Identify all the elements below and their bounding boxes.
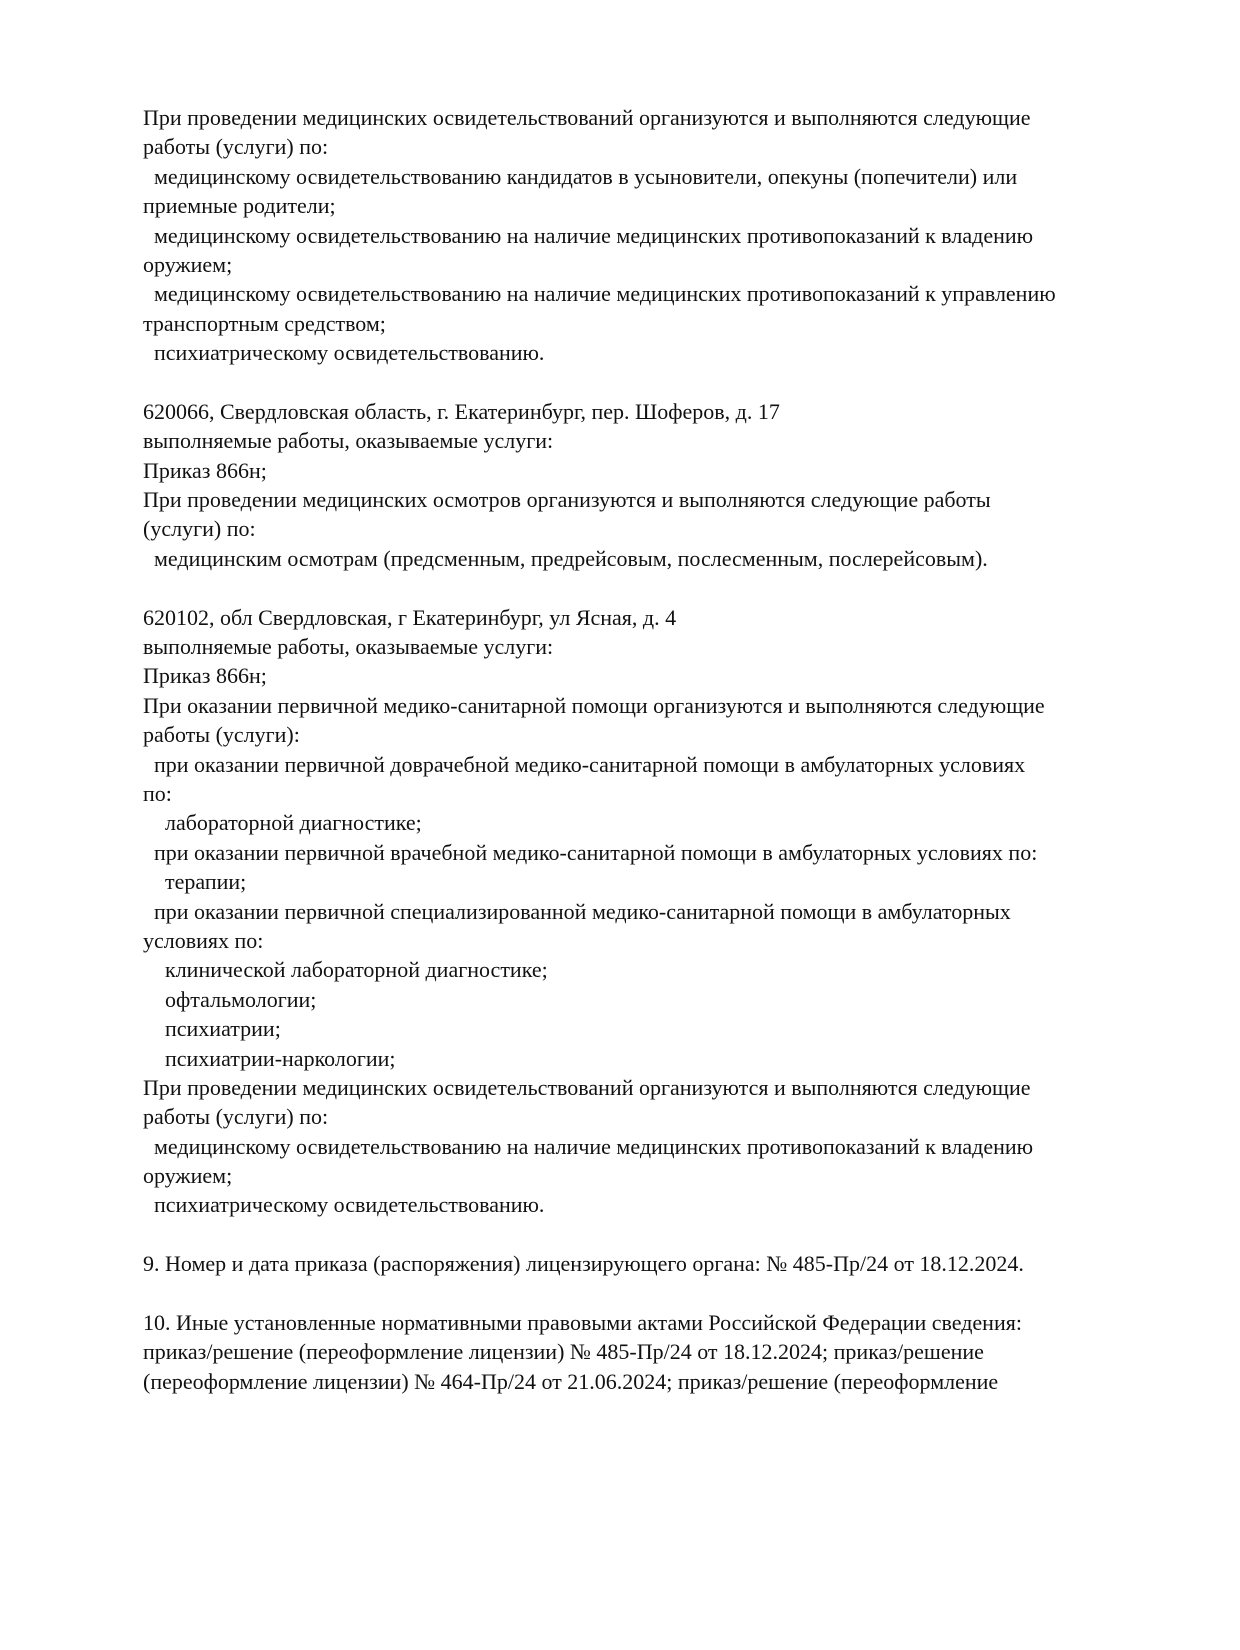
- text-line: при оказании первичной специализированной медико-санитарной помощи в амбулаторных: [143, 898, 1011, 924]
- text-line: приказ/решение (переоформление лицензии) № 485-Пр/24 от 18.12.2024; приказ/решение: [143, 1339, 984, 1365]
- section-address-shoferov: [143, 397, 1153, 573]
- text-line: При проведении медицинских освидетельствований организуются и выполняются следующие: [143, 105, 1031, 130]
- section-address-yasnaya: [143, 603, 1153, 1220]
- paragraph-gap: [143, 368, 1153, 397]
- text-line: 9. Номер и дата приказа (распоряжения) лицензирующего органа: № 485-Пр/24 от 18.12.2024.: [143, 1251, 1024, 1277]
- section-medical-examinations: [143, 103, 1153, 368]
- text-line: клинической лабораторной диагностике;: [143, 957, 548, 983]
- text-line: психиатрическому освидетельствованию.: [143, 1192, 545, 1218]
- paragraph-gap: [143, 1220, 1153, 1249]
- text-line: офтальмологии;: [143, 986, 317, 1012]
- paragraph-gap: [143, 1279, 1153, 1308]
- section-item-9: [143, 1249, 1153, 1278]
- text-line: лабораторной диагностике;: [143, 810, 422, 836]
- address-line: 620102, обл Свердловская, г Екатеринбург, ул Ясная, д. 4: [143, 604, 677, 630]
- text-line: При проведении медицинских освидетельствований организуются и выполняются следующие: [143, 1074, 1031, 1100]
- text-line: выполняемые работы, оказываемые услуги:: [143, 428, 554, 454]
- section-item-10: [143, 1308, 1153, 1396]
- text-line: психиатрии-наркологии;: [143, 1045, 396, 1071]
- text-line: 10. Иные установленные нормативными правовыми актами Российской Федерации сведения:: [143, 1310, 1022, 1336]
- text-line: условиях по:: [143, 927, 264, 953]
- document-page: [143, 103, 1153, 1396]
- text-line: медицинскому освидетельствованию на наличие медицинских противопоказаний к владению: [143, 222, 1034, 248]
- text-line: медицинскому освидетельствованию на наличие медицинских противопоказаний к управлению: [143, 281, 1056, 307]
- text-line: работы (услуги):: [143, 722, 300, 748]
- text-line: медицинскому освидетельствованию кандидатов в усыновители, опекуны (попечители) или: [143, 163, 1018, 189]
- text-line: выполняемые работы, оказываемые услуги:: [143, 634, 554, 660]
- text-line: при оказании первичной врачебной медико-санитарной помощи в амбулаторных условиях по:: [143, 839, 1038, 865]
- text-line: работы (услуги) по:: [143, 1104, 329, 1130]
- text-line: медицинским осмотрам (предсменным, предрейсовым, послесменным, послерейсовым).: [143, 545, 988, 571]
- text-line: Приказ 866н;: [143, 457, 267, 483]
- text-line: терапии;: [143, 869, 247, 895]
- text-line: приемные родители;: [143, 193, 336, 219]
- text-line: Приказ 866н;: [143, 663, 267, 689]
- text-line: по:: [143, 780, 172, 806]
- text-line: медицинскому освидетельствованию на наличие медицинских противопоказаний к владению: [143, 1133, 1034, 1159]
- text-line: оружием;: [143, 1163, 233, 1189]
- text-line: (переоформление лицензии) № 464-Пр/24 от 21.06.2024; приказ/решение (переоформление: [143, 1368, 999, 1394]
- text-line: психиатрии;: [143, 1016, 281, 1042]
- text-line: При оказании первичной медико-санитарной помощи организуются и выполняются следующие: [143, 692, 1045, 718]
- text-line: при оказании первичной доврачебной медико-санитарной помощи в амбулаторных условиях: [143, 751, 1026, 777]
- text-line: При проведении медицинских осмотров организуются и выполняются следующие работы: [143, 487, 991, 513]
- paragraph-gap: [143, 573, 1153, 602]
- text-line: транспортным средством;: [143, 310, 386, 336]
- address-line: 620066, Свердловская область, г. Екатеринбург, пер. Шоферов, д. 17: [143, 398, 780, 424]
- text-line: оружием;: [143, 251, 233, 277]
- text-line: работы (услуги) по:: [143, 134, 329, 160]
- text-line: (услуги) по:: [143, 516, 256, 542]
- text-line: психиатрическому освидетельствованию.: [143, 340, 545, 366]
